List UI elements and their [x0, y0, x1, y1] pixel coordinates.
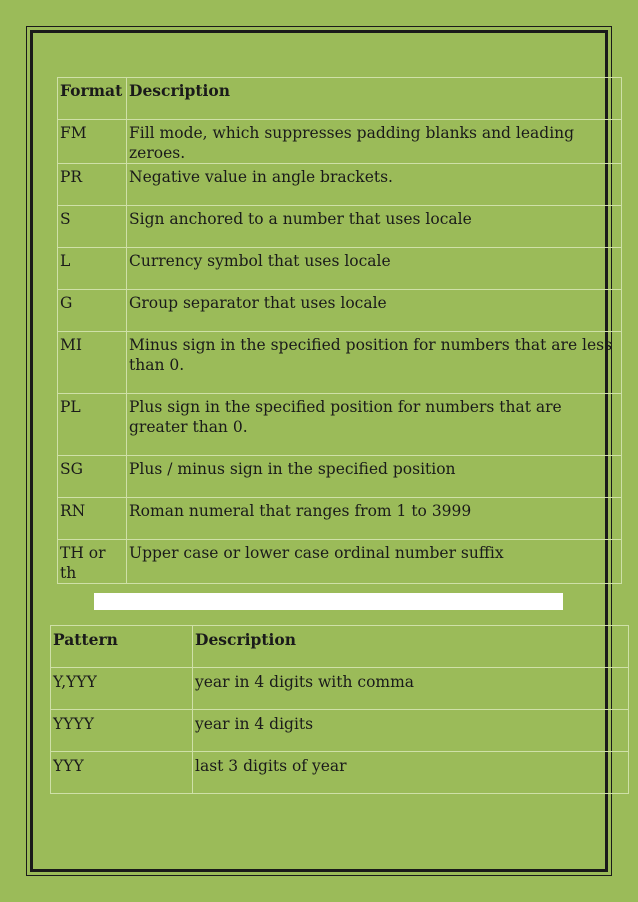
table-row — [58, 456, 622, 498]
description-cell: last 3 digits of year — [193, 752, 629, 794]
table-row — [58, 290, 622, 332]
table-row — [58, 164, 622, 206]
description-cell: Negative value in angle brackets. — [127, 164, 622, 206]
description-cell: Currency symbol that uses locale — [127, 248, 622, 290]
table-row — [51, 668, 629, 710]
format-cell: RN — [58, 498, 127, 540]
format-header-cell: Format — [58, 78, 127, 120]
pattern-table — [50, 625, 629, 794]
pattern-cell: YYYY — [51, 710, 193, 752]
description-cell: Plus / minus sign in the specified position — [127, 456, 622, 498]
format-cell: S — [58, 206, 127, 248]
table-row — [58, 248, 622, 290]
format-cell: SG — [58, 456, 127, 498]
separator-bar — [94, 593, 563, 610]
description-cell: Fill mode, which suppresses padding blanks and leading zeroes. — [127, 120, 622, 164]
format-cell: G — [58, 290, 127, 332]
description-cell: Sign anchored to a number that uses locale — [127, 206, 622, 248]
table-row — [51, 752, 629, 794]
description-cell: Upper case or lower case ordinal number suffix — [127, 540, 622, 584]
description-cell: year in 4 digits — [193, 710, 629, 752]
description-cell: Plus sign in the specified position for numbers that are greater than 0. — [127, 394, 622, 456]
table-row — [58, 206, 622, 248]
pattern-cell: Y,YYY — [51, 668, 193, 710]
table-row — [58, 332, 622, 394]
format-cell: L — [58, 248, 127, 290]
description-cell: year in 4 digits with comma — [193, 668, 629, 710]
format-cell: PL — [58, 394, 127, 456]
table-row — [58, 540, 622, 584]
format-table — [57, 77, 622, 584]
description-cell: Group separator that uses locale — [127, 290, 622, 332]
description-header-cell: Description — [127, 78, 622, 120]
table-row — [58, 498, 622, 540]
table-row — [51, 710, 629, 752]
format-cell: PR — [58, 164, 127, 206]
format-cell: MI — [58, 332, 127, 394]
table-row — [58, 394, 622, 456]
format-table-header-row — [58, 78, 622, 120]
pattern-cell: YYY — [51, 752, 193, 794]
format-cell: TH or th — [58, 540, 127, 584]
description-cell: Minus sign in the specified position for numbers that are less than 0. — [127, 332, 622, 394]
pattern-header-cell: Pattern — [51, 626, 193, 668]
pattern-table-header-row — [51, 626, 629, 668]
description-header-cell: Description — [193, 626, 629, 668]
format-cell: FM — [58, 120, 127, 164]
description-cell: Roman numeral that ranges from 1 to 3999 — [127, 498, 622, 540]
table-row — [58, 120, 622, 164]
